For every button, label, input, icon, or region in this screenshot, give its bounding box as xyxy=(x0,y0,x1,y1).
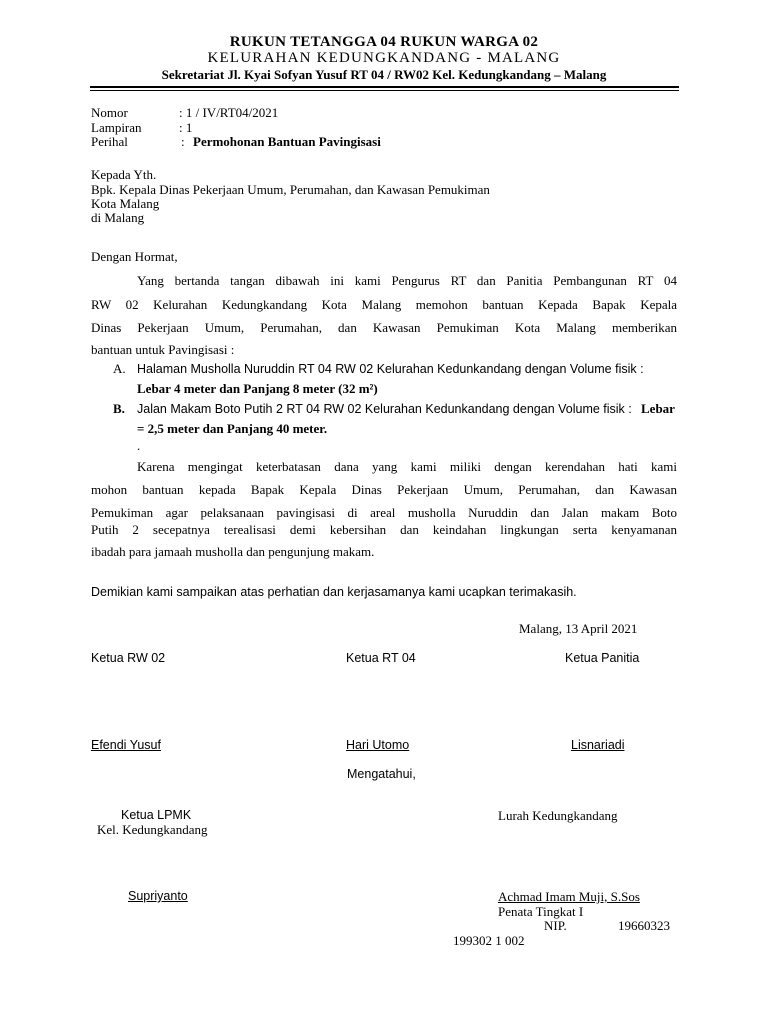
rw-name: Efendi Yusuf xyxy=(91,738,161,752)
item-b-line-1-bold: Lebar xyxy=(641,401,675,416)
lurah-title: Lurah Kedungkandang xyxy=(498,808,618,823)
paragraph-1-line-3: Dinas Pekerjaan Umum, Perumahan, dan Kawasan Pemukiman Kota Malang memberikan xyxy=(91,320,677,335)
panitia-name: Lisnariadi xyxy=(571,738,625,752)
lurah-rank: Penata Tingkat I xyxy=(498,904,584,919)
lurah-name: Achmad Imam Muji, S.Sos xyxy=(498,889,640,904)
letterhead-subtitle: KELURAHAN KEDUNGKANDANG - MALANG xyxy=(207,50,561,66)
lampiran-value: : 1 xyxy=(179,120,193,135)
recipient-line-1: Kepada Yth. xyxy=(91,167,157,182)
perihal-value: Permohonan Bantuan Pavingisasi xyxy=(193,134,381,149)
letterhead-title: RUKUN TETANGGA 04 RUKUN WARGA 02 xyxy=(229,34,539,50)
lpmk-subtitle: Kel. Kedungkandang xyxy=(97,822,208,837)
paragraph-1-line-4: bantuan untuk Pavingisasi : xyxy=(91,342,235,357)
nomor-value: : 1 / IV/RT04/2021 xyxy=(179,105,279,120)
rt-name: Hari Utomo xyxy=(346,738,410,752)
perihal-colon: : xyxy=(181,134,185,149)
panitia-title: Ketua Panitia xyxy=(565,651,640,665)
lpmk-name: Supriyanto xyxy=(128,889,188,903)
paragraph-1-line-2: RW 02 Kelurahan Kedungkandang Kota Malang memohon bantuan Kepada Bapak Kepala xyxy=(91,297,677,312)
letterhead-rule-thin xyxy=(90,90,679,91)
rt-title: Ketua RT 04 xyxy=(346,651,416,665)
letterhead-address: Sekretariat Jl. Kyai Sofyan Yusuf RT 04 / RW02 Kel. Kedungkandang – Malang xyxy=(161,67,607,82)
closing-sentence: Demikian kami sampaikan atas perhatian dan kerjasamanya kami ucapkan terimakasih. xyxy=(91,585,577,599)
paragraph-2-line-1: Karena mengingat keterbatasan dana yang kami miliki dengan kerendahan hati kami xyxy=(137,459,677,474)
nomor-label: Nomor xyxy=(91,105,128,120)
recipient-line-3: Kota Malang xyxy=(91,196,160,211)
greeting: Dengan Hormat, xyxy=(91,249,178,264)
perihal-label: Perihal xyxy=(91,134,128,149)
item-b-line-2: = 2,5 meter dan Panjang 40 meter. xyxy=(137,421,328,436)
rw-title: Ketua RW 02 xyxy=(91,651,166,665)
paragraph-2-line-5: ibadah para jamaah musholla dan pengunjung makam. xyxy=(91,544,375,559)
paragraph-2-line-3: Pemukiman agar pelaksanaan pavingisasi di areal musholla Nuruddin dan Jalan makam Boto xyxy=(91,505,677,520)
paragraph-1-line-1: Yang bertanda tangan dibawah ini kami Pengurus RT dan Panitia Pembangunan RT 04 xyxy=(137,273,677,288)
nip-part-2: 199302 1 002 xyxy=(453,933,525,948)
lpmk-title: Ketua LPMK xyxy=(121,808,192,822)
mengetahui-label: Mengatahui, xyxy=(347,767,416,781)
letterhead-rule-thick xyxy=(90,86,679,88)
nip-label: NIP. xyxy=(544,918,567,933)
paragraph-2-line-4: Putih 2 secepatnya terealisasi demi kebersihan dan keindahan lingkungan serta kenyamanan xyxy=(91,522,677,537)
recipient-line-2: Bpk. Kepala Dinas Pekerjaan Umum, Perumahan, dan Kawasan Pemukiman xyxy=(91,182,490,197)
item-b-marker: B. xyxy=(113,401,125,416)
paragraph-2-line-2: mohon bantuan kepada Bapak Kepala Dinas Pekerjaan Umum, Perumahan, dan Kawasan xyxy=(91,482,677,497)
lampiran-label: Lampiran xyxy=(91,120,142,135)
place-date: Malang, 13 April 2021 xyxy=(519,621,638,636)
item-a-marker: A. xyxy=(113,361,126,376)
item-b-line-1: Jalan Makam Boto Putih 2 RT 04 RW 02 Kelurahan Kedunkandang dengan Volume fisik : xyxy=(137,402,632,416)
nip-part-1: 19660323 xyxy=(618,918,670,933)
item-a-line-2: Lebar 4 meter dan Panjang 8 meter (32 m²) xyxy=(137,381,378,396)
item-a-line-1: Halaman Musholla Nuruddin RT 04 RW 02 Kelurahan Kedunkandang dengan Volume fisik : xyxy=(137,362,644,376)
item-b-line-3: . xyxy=(137,438,141,453)
recipient-line-4: di Malang xyxy=(91,210,145,225)
